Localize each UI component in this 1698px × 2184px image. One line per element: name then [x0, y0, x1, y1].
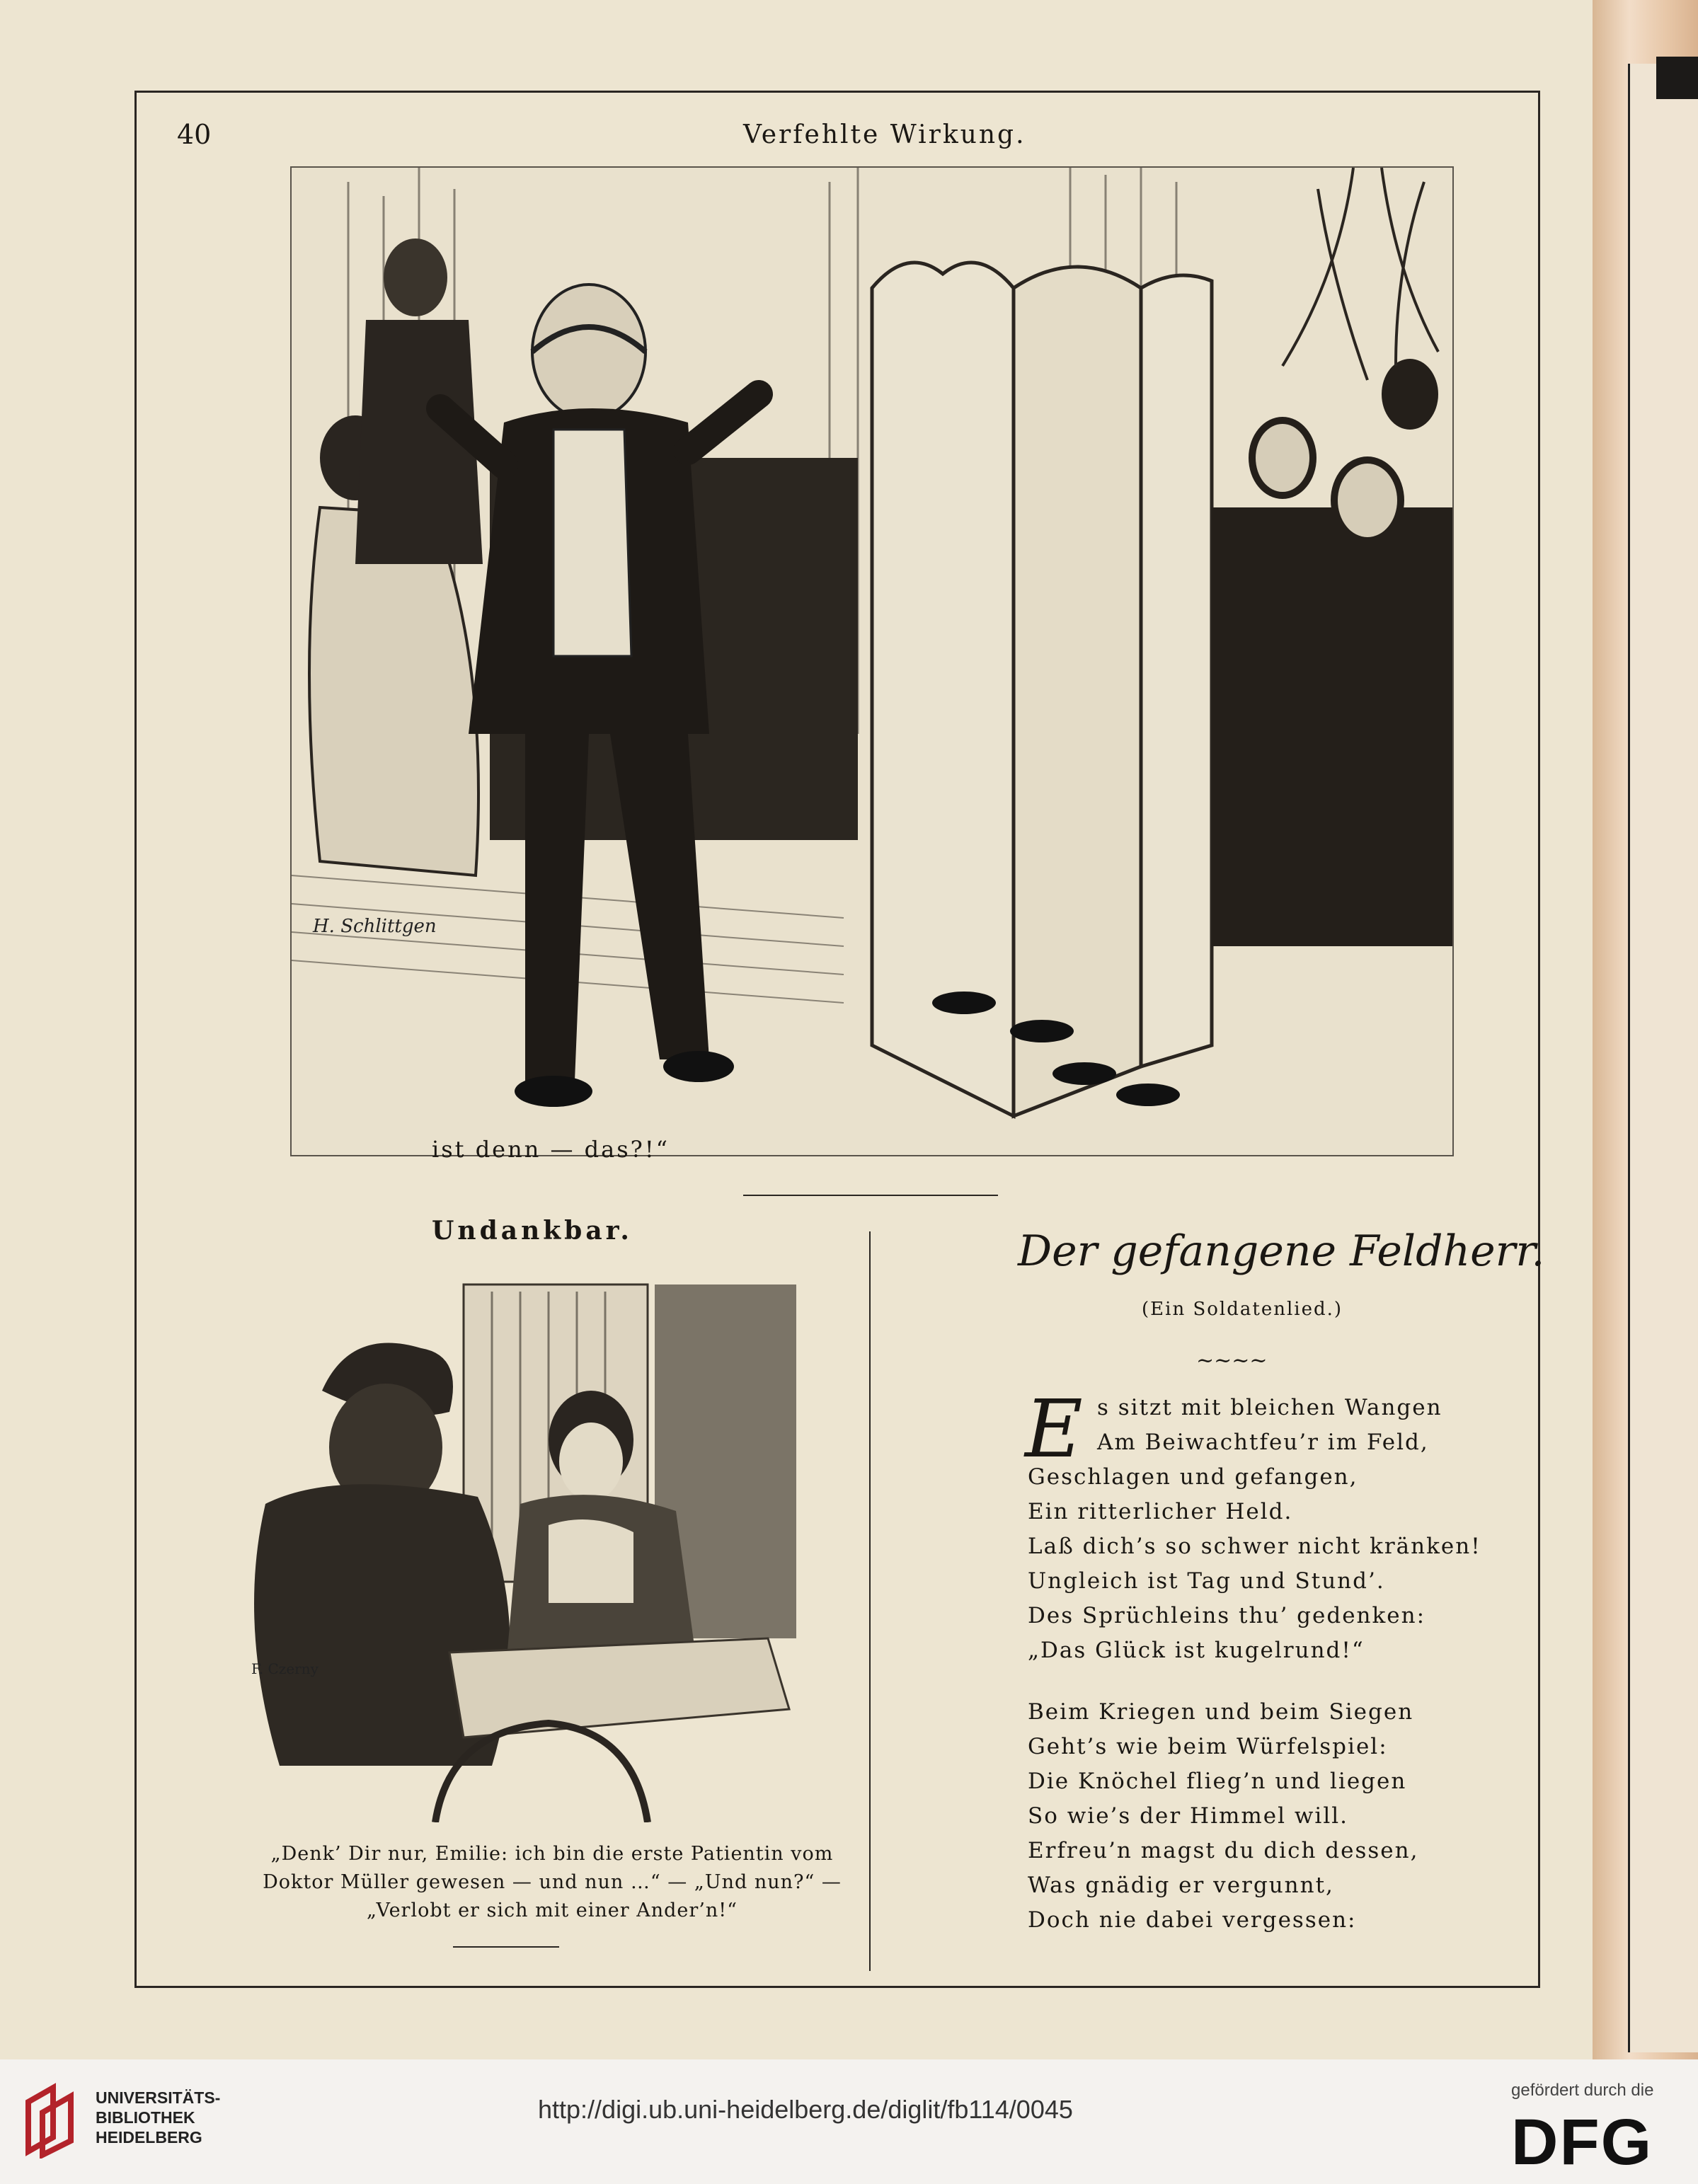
undankbar-illustration-drawing — [237, 1270, 825, 1822]
poem-subtitle: (Ein Soldatenlied.) — [1142, 1299, 1343, 1320]
poem-line: Erfreu’n magst du dich dessen, — [1028, 1838, 1419, 1863]
poem-title: Der gefangene Feldherr. — [1018, 1226, 1545, 1276]
next-page-edge — [1628, 64, 1698, 2052]
main-illustration-caption: ist denn — das?!“ — [432, 1136, 670, 1163]
library-name — [96, 2088, 220, 2147]
binding-shadow — [1656, 57, 1698, 99]
funded-by-label: gefördert durch die — [1511, 2081, 1654, 2100]
poem-line: Doch nie dabei vergessen: — [1028, 1907, 1357, 1933]
permalink-url[interactable]: http://digi.ub.uni-heidelberg.de/diglit/fb114/0045 — [538, 2095, 1073, 2124]
poem-line: Die Knöchel flieg’n und liegen — [1028, 1769, 1407, 1794]
page-number: 40 — [177, 119, 212, 150]
undankbar-caption-line: „Verlobt er sich mit einer Ander’n!“ — [367, 1899, 738, 1921]
poem-line: Ein ritterlicher Held. — [1028, 1499, 1293, 1524]
library-name-line: HEIDELBERG — [96, 2128, 202, 2146]
undankbar-caption — [248, 1840, 856, 1925]
running-title: Verfehlte Wirkung. — [743, 120, 1026, 149]
main-illustration-drawing — [292, 168, 1452, 1155]
poem-line: Beim Kriegen und beim Siegen — [1028, 1699, 1414, 1725]
poem-line: Laß dich’s so schwer nicht kränken! — [1028, 1534, 1481, 1559]
undankbar-caption-line: Doktor Müller gewesen — und nun …“ — „Und nun?“ — — [263, 1871, 842, 1893]
library-name-line: UNIVERSITÄTS- — [96, 2088, 221, 2107]
undankbar-illustration-signature: F. Czerny — [251, 1660, 319, 1677]
poem-line: Was gnädig er vergunnt, — [1028, 1873, 1334, 1898]
main-illustration-signature: H. Schlittgen — [313, 916, 437, 937]
undankbar-caption-line: „Denk’ Dir nur, Emilie: ich bin die erste Patientin vom — [270, 1843, 834, 1865]
dfg-logo[interactable]: DFG — [1511, 2106, 1653, 2178]
column-divider — [869, 1231, 871, 1971]
poem-line: Ungleich ist Tag und Stund’. — [1028, 1568, 1385, 1594]
poem-line: Geht’s wie beim Würfelspiel: — [1028, 1734, 1388, 1759]
poem-body — [1028, 1391, 1481, 1965]
poem-line: „Das Glück ist kugelrund!“ — [1028, 1638, 1365, 1663]
poem-stanza-1 — [1028, 1391, 1481, 1668]
poem-ornament: ~~~~ — [1196, 1348, 1268, 1373]
undankbar-heading: Undankbar. — [432, 1216, 633, 1246]
caption-end-rule — [453, 1946, 559, 1948]
poem-line: So wie’s der Himmel will. — [1028, 1803, 1349, 1829]
section-rule — [743, 1195, 998, 1196]
poem-line: Des Sprüchleins thu’ gedenken: — [1028, 1603, 1426, 1628]
poem-drop-cap: E — [1025, 1384, 1083, 1476]
university-library-logo-icon[interactable] — [21, 2081, 88, 2161]
main-illustration — [290, 166, 1454, 1156]
poem-line: Am Beiwachtfeu’r im Feld, — [1097, 1430, 1429, 1455]
poem-line: s sitzt mit bleichen Wangen — [1097, 1395, 1442, 1420]
library-name-line: BIBLIOTHEK — [96, 2108, 195, 2127]
poem-stanza-2 — [1028, 1695, 1481, 1938]
poem-line: Geschlagen und gefangen, — [1028, 1464, 1358, 1490]
undankbar-illustration — [237, 1270, 825, 1822]
